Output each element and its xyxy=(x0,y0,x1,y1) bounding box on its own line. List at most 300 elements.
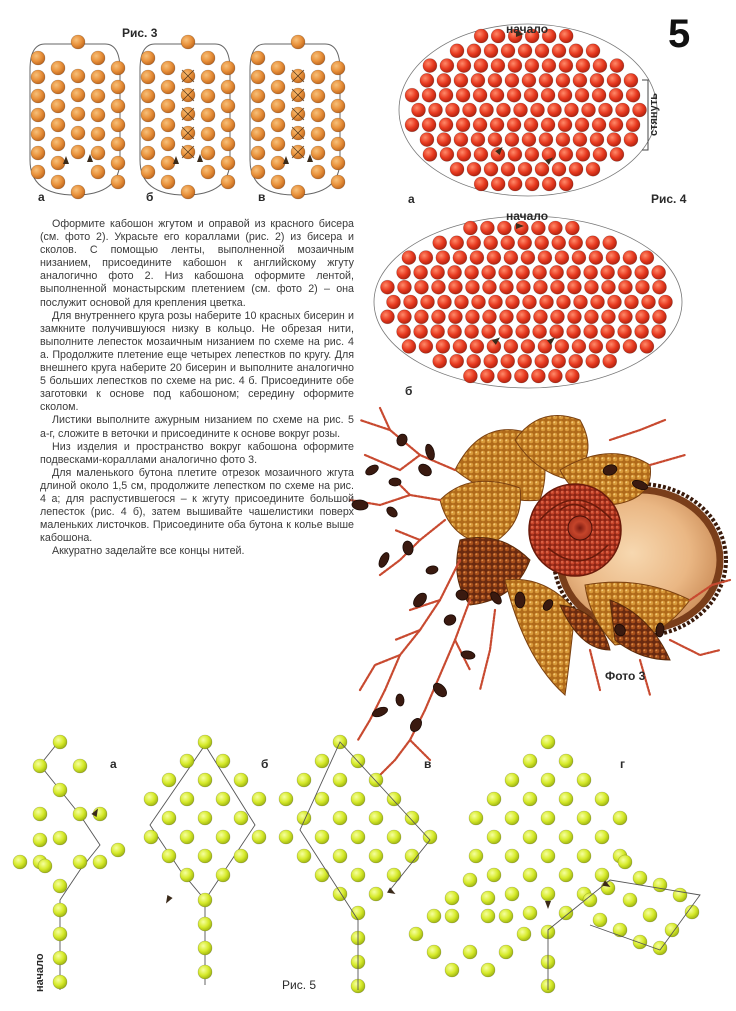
red-bead xyxy=(640,251,654,265)
red-bead xyxy=(601,265,615,279)
orange-bead xyxy=(161,80,175,94)
green-bead xyxy=(180,754,194,768)
green-bead xyxy=(198,849,212,863)
red-bead xyxy=(455,295,469,309)
orange-bead xyxy=(31,146,45,160)
orange-bead xyxy=(71,69,85,83)
fig4-title: Рис. 4 xyxy=(651,192,687,206)
red-bead xyxy=(448,280,462,294)
red-bead xyxy=(450,162,464,176)
red-bead xyxy=(419,339,433,353)
green-bead xyxy=(162,849,176,863)
orange-bead xyxy=(91,89,105,103)
green-bead xyxy=(653,878,667,892)
red-bead xyxy=(584,265,598,279)
red-bead xyxy=(518,162,532,176)
red-bead xyxy=(453,339,467,353)
orange-bead xyxy=(141,89,155,103)
orange-bead xyxy=(221,61,235,75)
red-bead xyxy=(472,295,486,309)
red-bead xyxy=(522,73,536,87)
red-bead xyxy=(603,236,617,250)
red-bead xyxy=(421,295,435,309)
red-bead xyxy=(497,103,511,117)
green-bead xyxy=(541,811,555,825)
green-bead xyxy=(427,945,441,959)
red-bead xyxy=(533,310,547,324)
red-bead xyxy=(484,354,498,368)
fig5-start-label: начало xyxy=(34,953,46,992)
red-bead xyxy=(623,251,637,265)
orange-bead xyxy=(221,175,235,189)
green-bead xyxy=(505,887,519,901)
red-bead xyxy=(482,325,496,339)
red-bead xyxy=(557,295,571,309)
red-bead xyxy=(533,325,547,339)
red-bead xyxy=(499,325,513,339)
green-bead xyxy=(523,868,537,882)
green-bead xyxy=(333,811,347,825)
red-bead xyxy=(521,251,535,265)
fig4-label-b: б xyxy=(405,384,413,398)
orange-bead xyxy=(311,108,325,122)
orange-bead xyxy=(271,99,285,113)
red-bead xyxy=(575,118,589,132)
stone-chip xyxy=(425,565,438,575)
green-bead xyxy=(523,906,537,920)
orange-bead xyxy=(291,35,305,49)
red-bead xyxy=(573,73,587,87)
red-bead xyxy=(556,73,570,87)
orange-bead xyxy=(141,108,155,122)
red-bead xyxy=(652,265,666,279)
red-bead xyxy=(652,325,666,339)
green-bead xyxy=(234,849,248,863)
orange-bead xyxy=(311,51,325,65)
rose-center xyxy=(568,516,592,540)
red-bead xyxy=(431,265,445,279)
orange-bead xyxy=(271,61,285,75)
instruction-paragraph: Оформите кабошон жгутом и оправой из красного бисера (см. фото 2). Украсьте его кораллами (рис. 2) из бисера и сколов. С помощью ленты, выполненной мозаичным низанием, присоедините кабошон к английскому жгуту аналогично фото 2. Низ кабошона оформите лентой, выполненной монастырским плетением (см. фото 2) – она послужит основой для крепления цветка. xyxy=(40,218,354,309)
green-bead xyxy=(216,792,230,806)
red-bead xyxy=(450,44,464,58)
orange-bead xyxy=(331,137,345,151)
green-bead xyxy=(333,849,347,863)
red-bead xyxy=(565,103,579,117)
green-bead xyxy=(198,773,212,787)
red-bead xyxy=(504,339,518,353)
instruction-paragraph: Для внутреннего круга розы наберите 10 красных бисерин и замкните получившуюся низку в кольцо. Не обрезая нити, выполните лепесток мозаичным низанием по схеме на рис. 4 а. Продолжите плетение еще четырех лепестков по кругу. Для внешнего круга наберите 20 бисерин и выполните аналогично 5 больших лепестков по схеме на рис. 4 б. Присоедините обе заготовки к основе под кабошоном; середину оформите сколом. xyxy=(40,309,354,414)
red-bead xyxy=(497,369,511,383)
red-bead xyxy=(397,325,411,339)
orange-bead xyxy=(271,175,285,189)
red-bead xyxy=(626,88,640,102)
red-bead xyxy=(556,133,570,147)
red-bead xyxy=(609,88,623,102)
orange-bead xyxy=(51,80,65,94)
green-bead xyxy=(423,830,437,844)
red-bead xyxy=(431,280,445,294)
green-bead xyxy=(613,811,627,825)
green-bead xyxy=(33,759,47,773)
red-bead xyxy=(454,73,468,87)
red-bead xyxy=(402,339,416,353)
orange-bead xyxy=(331,118,345,132)
red-bead xyxy=(423,147,437,161)
red-bead xyxy=(539,133,553,147)
red-bead xyxy=(590,133,604,147)
green-bead xyxy=(463,945,477,959)
green-bead xyxy=(469,811,483,825)
red-bead xyxy=(473,88,487,102)
green-bead xyxy=(73,807,87,821)
red-bead xyxy=(484,236,498,250)
red-bead xyxy=(465,325,479,339)
green-bead xyxy=(559,754,573,768)
orange-bead xyxy=(91,165,105,179)
red-bead xyxy=(539,73,553,87)
orange-bead xyxy=(201,89,215,103)
red-bead xyxy=(488,73,502,87)
red-bead xyxy=(402,251,416,265)
red-bead xyxy=(541,118,555,132)
red-bead xyxy=(642,295,656,309)
red-bead xyxy=(640,339,654,353)
red-bead xyxy=(616,103,630,117)
orange-bead xyxy=(31,51,45,65)
green-bead xyxy=(595,868,609,882)
red-bead xyxy=(558,88,572,102)
green-bead xyxy=(369,773,383,787)
red-bead xyxy=(508,177,522,191)
red-bead xyxy=(548,369,562,383)
green-bead xyxy=(53,879,67,893)
green-bead xyxy=(38,859,52,873)
red-bead xyxy=(533,280,547,294)
red-bead xyxy=(516,310,530,324)
red-bead xyxy=(524,118,538,132)
green-bead xyxy=(541,735,555,749)
green-bead xyxy=(216,868,230,882)
green-bead xyxy=(559,906,573,920)
green-bead xyxy=(517,927,531,941)
red-bead xyxy=(507,118,521,132)
green-bead xyxy=(111,843,125,857)
green-bead xyxy=(73,759,87,773)
red-bead xyxy=(542,177,556,191)
red-bead xyxy=(380,280,394,294)
green-bead xyxy=(445,891,459,905)
red-bead xyxy=(531,369,545,383)
orange-bead xyxy=(221,80,235,94)
red-bead xyxy=(601,280,615,294)
green-bead xyxy=(216,830,230,844)
orange-bead xyxy=(141,70,155,84)
red-bead xyxy=(488,133,502,147)
orange-bead xyxy=(201,165,215,179)
red-bead xyxy=(467,44,481,58)
orange-bead xyxy=(111,137,125,151)
green-bead xyxy=(53,975,67,989)
orange-bead xyxy=(251,89,265,103)
red-bead xyxy=(575,88,589,102)
green-bead xyxy=(618,855,632,869)
green-bead xyxy=(523,754,537,768)
figure-5-diagrams xyxy=(13,735,700,993)
red-bead xyxy=(625,295,639,309)
orange-bead xyxy=(201,146,215,160)
red-bead xyxy=(508,147,522,161)
red-bead xyxy=(516,265,530,279)
red-bead xyxy=(457,59,471,73)
orange-bead xyxy=(331,80,345,94)
red-bead xyxy=(567,280,581,294)
stone-chip xyxy=(364,463,380,477)
red-bead xyxy=(538,251,552,265)
red-bead xyxy=(606,251,620,265)
thread-arrow xyxy=(545,901,551,909)
red-bead xyxy=(484,44,498,58)
red-bead xyxy=(591,295,605,309)
red-bead xyxy=(533,265,547,279)
red-bead xyxy=(569,162,583,176)
red-bead xyxy=(490,88,504,102)
orange-bead xyxy=(111,156,125,170)
red-bead xyxy=(387,295,401,309)
red-bead xyxy=(429,103,443,117)
page-number: 5 xyxy=(668,12,691,56)
green-bead xyxy=(673,888,687,902)
orange-bead xyxy=(91,51,105,65)
orange-bead xyxy=(161,118,175,132)
orange-bead xyxy=(271,118,285,132)
green-bead xyxy=(53,903,67,917)
red-bead xyxy=(491,59,505,73)
red-bead xyxy=(431,325,445,339)
red-bead xyxy=(482,265,496,279)
red-bead xyxy=(521,339,535,353)
red-bead xyxy=(567,325,581,339)
red-bead xyxy=(601,310,615,324)
red-bead xyxy=(618,310,632,324)
red-bead xyxy=(404,295,418,309)
red-bead xyxy=(405,118,419,132)
red-bead xyxy=(525,177,539,191)
red-bead xyxy=(584,325,598,339)
green-bead xyxy=(144,830,158,844)
orange-bead xyxy=(51,99,65,113)
red-bead xyxy=(569,44,583,58)
red-bead xyxy=(565,369,579,383)
orange-bead xyxy=(331,175,345,189)
green-bead xyxy=(523,830,537,844)
stone-chip xyxy=(515,592,525,608)
red-bead xyxy=(491,147,505,161)
green-bead xyxy=(198,917,212,931)
green-bead xyxy=(559,792,573,806)
red-bead xyxy=(456,118,470,132)
orange-bead xyxy=(201,127,215,141)
instruction-paragraph: Аккуратно заделайте все концы нитей. xyxy=(52,545,245,558)
red-bead xyxy=(550,280,564,294)
green-bead xyxy=(601,881,615,895)
green-bead xyxy=(180,792,194,806)
fig3-label-v: в xyxy=(258,190,266,204)
green-bead xyxy=(409,927,423,941)
red-bead xyxy=(584,310,598,324)
red-bead xyxy=(524,88,538,102)
red-bead xyxy=(522,133,536,147)
green-bead xyxy=(643,908,657,922)
green-bead xyxy=(405,811,419,825)
orange-bead xyxy=(181,35,195,49)
red-bead xyxy=(397,265,411,279)
red-bead xyxy=(437,133,451,147)
orange-bead xyxy=(141,51,155,65)
red-bead xyxy=(474,147,488,161)
orange-bead xyxy=(111,99,125,113)
fig3-label-a: а xyxy=(38,190,45,204)
orange-bead xyxy=(111,61,125,75)
orange-bead xyxy=(251,165,265,179)
red-bead xyxy=(552,162,566,176)
red-bead xyxy=(505,133,519,147)
red-bead xyxy=(574,295,588,309)
red-bead xyxy=(548,103,562,117)
orange-bead xyxy=(51,156,65,170)
red-bead xyxy=(471,73,485,87)
red-bead xyxy=(652,280,666,294)
red-bead xyxy=(569,236,583,250)
red-bead xyxy=(422,118,436,132)
red-bead xyxy=(501,236,515,250)
red-bead xyxy=(467,354,481,368)
orange-bead xyxy=(181,185,195,199)
red-bead xyxy=(448,325,462,339)
orange-bead xyxy=(201,108,215,122)
red-bead xyxy=(490,118,504,132)
orange-bead xyxy=(291,185,305,199)
fig3-label-b: б xyxy=(146,190,154,204)
green-bead xyxy=(369,849,383,863)
orange-bead xyxy=(331,61,345,75)
stone-chip xyxy=(385,505,399,519)
orange-bead xyxy=(221,99,235,113)
red-bead xyxy=(439,88,453,102)
instruction-paragraph: Для маленького бутона плетите отрезок мозаичного жгута длиной около 1,5 см, продолжите лепестком по схеме на рис. 4 а; для распустившегося – к жгуту присоедините большой лепесток (рис. 4 б), затем вышивайте чашелистики поверх маленьких листочков. Присоедините оба бутона к колье выше кабошона. xyxy=(40,466,354,545)
green-bead xyxy=(499,945,513,959)
green-bead xyxy=(481,891,495,905)
green-bead xyxy=(613,923,627,937)
photo3-caption: Фото 3 xyxy=(605,669,646,683)
green-bead xyxy=(595,830,609,844)
red-bead xyxy=(550,310,564,324)
green-bead xyxy=(162,773,176,787)
red-bead xyxy=(463,103,477,117)
orange-bead xyxy=(311,89,325,103)
orange-bead xyxy=(161,156,175,170)
orange-bead xyxy=(161,175,175,189)
green-bead xyxy=(234,811,248,825)
red-bead xyxy=(576,59,590,73)
red-bead xyxy=(567,265,581,279)
red-bead xyxy=(422,88,436,102)
red-bead xyxy=(565,221,579,235)
orange-bead xyxy=(111,175,125,189)
orange-bead xyxy=(251,146,265,160)
orange-bead xyxy=(51,137,65,151)
green-bead xyxy=(387,830,401,844)
red-bead xyxy=(397,310,411,324)
green-bead xyxy=(144,792,158,806)
red-bead xyxy=(618,265,632,279)
red-bead xyxy=(607,133,621,147)
red-bead xyxy=(586,162,600,176)
orange-bead xyxy=(311,165,325,179)
red-bead xyxy=(531,221,545,235)
red-bead xyxy=(414,265,428,279)
red-bead xyxy=(450,354,464,368)
green-bead xyxy=(369,811,383,825)
orange-bead xyxy=(71,35,85,49)
green-bead xyxy=(53,735,67,749)
red-bead xyxy=(470,339,484,353)
red-bead xyxy=(586,44,600,58)
red-bead xyxy=(576,147,590,161)
green-bead xyxy=(33,807,47,821)
red-bead xyxy=(463,369,477,383)
green-bead xyxy=(523,792,537,806)
red-bead xyxy=(414,280,428,294)
red-bead xyxy=(465,310,479,324)
red-bead xyxy=(405,88,419,102)
red-bead xyxy=(470,251,484,265)
red-bead xyxy=(567,310,581,324)
green-bead xyxy=(297,811,311,825)
green-bead xyxy=(198,965,212,979)
orange-bead xyxy=(71,107,85,121)
green-bead xyxy=(633,871,647,885)
red-bead xyxy=(473,118,487,132)
stone-chip xyxy=(371,705,389,718)
orange-bead xyxy=(161,99,175,113)
red-bead xyxy=(467,162,481,176)
green-bead xyxy=(541,849,555,863)
red-bead xyxy=(624,73,638,87)
green-bead xyxy=(487,868,501,882)
red-bead xyxy=(480,369,494,383)
green-bead xyxy=(53,951,67,965)
fig3-title: Рис. 3 xyxy=(122,26,158,40)
green-bead xyxy=(505,849,519,863)
red-bead xyxy=(652,310,666,324)
orange-bead xyxy=(221,156,235,170)
red-bead xyxy=(457,147,471,161)
orange-bead xyxy=(141,127,155,141)
fig4-label-a: а xyxy=(408,192,415,206)
red-bead xyxy=(550,325,564,339)
red-bead xyxy=(414,310,428,324)
fig5-thread xyxy=(300,742,430,990)
fig5-title: Рис. 5 xyxy=(282,978,317,992)
red-bead xyxy=(635,265,649,279)
red-bead xyxy=(506,295,520,309)
green-bead xyxy=(559,868,573,882)
red-bead xyxy=(471,133,485,147)
green-bead xyxy=(53,831,67,845)
red-bead xyxy=(501,354,515,368)
green-bead xyxy=(541,773,555,787)
